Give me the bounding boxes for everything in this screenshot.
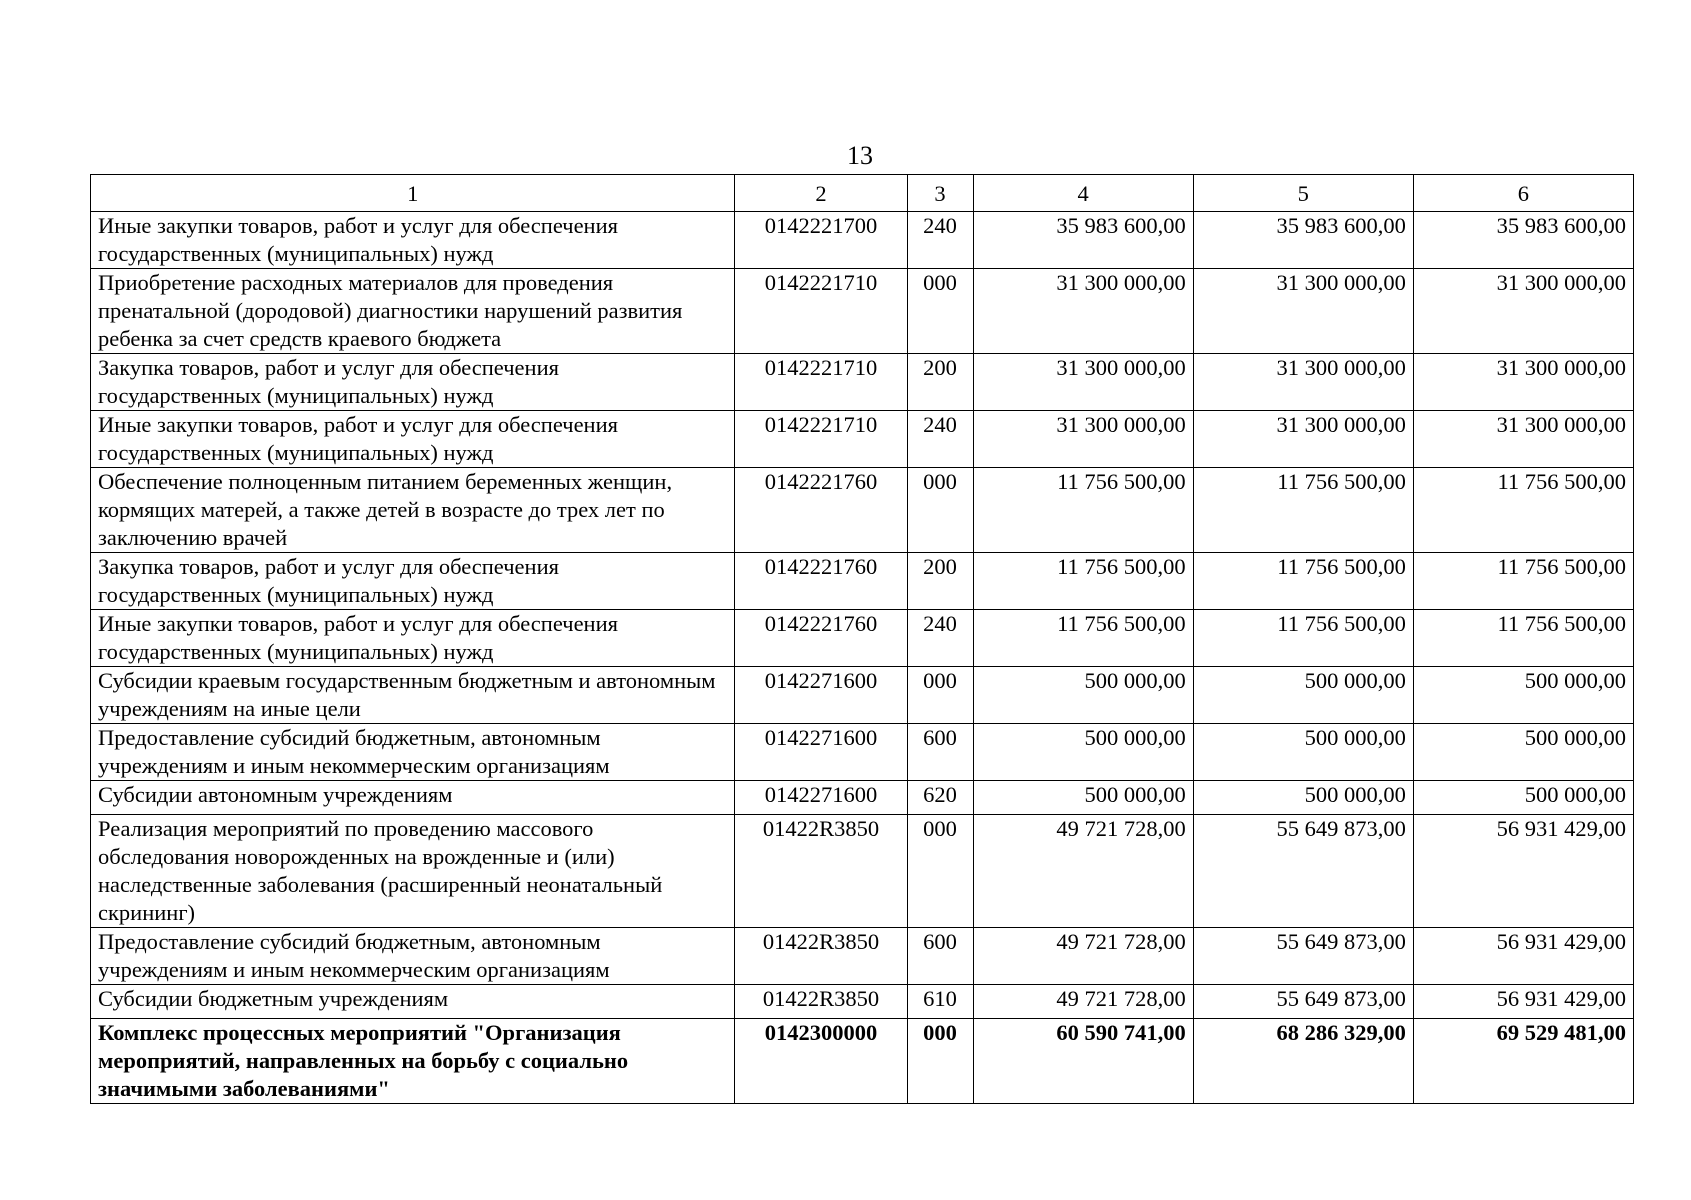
table-row	[91, 928, 1634, 985]
row-name-cell: Обеспечение полноценным питанием беременных женщин, кормящих матерей, а также детей в возрасте до трех лет по заключению врачей	[91, 468, 735, 553]
row-code-cell: 01422R3850	[735, 815, 907, 928]
row-type-cell: 000	[907, 667, 973, 724]
row-amount-col4: 49 721 728,00	[973, 815, 1193, 928]
table-row	[91, 212, 1634, 269]
row-name-cell: Предоставление субсидий бюджетным, автономным учреждениям и иным некоммерческим организациям	[91, 724, 735, 781]
row-amount-col6: 31 300 000,00	[1413, 411, 1633, 468]
row-type-cell: 600	[907, 928, 973, 985]
row-amount-col6: 31 300 000,00	[1413, 269, 1633, 354]
row-code-cell: 01422R3850	[735, 985, 907, 1019]
table-row	[91, 553, 1634, 610]
row-type-cell: 000	[907, 1019, 973, 1104]
row-amount-col5: 500 000,00	[1193, 781, 1413, 815]
row-amount-col5: 500 000,00	[1193, 724, 1413, 781]
row-code-cell: 0142300000	[735, 1019, 907, 1104]
row-amount-col6: 500 000,00	[1413, 724, 1633, 781]
row-amount-col4: 500 000,00	[973, 667, 1193, 724]
row-code-cell: 0142271600	[735, 781, 907, 815]
row-amount-col5: 500 000,00	[1193, 667, 1413, 724]
row-amount-col5: 31 300 000,00	[1193, 269, 1413, 354]
row-name-cell: Субсидии краевым государственным бюджетным и автономным учреждениям на иные цели	[91, 667, 735, 724]
row-code-cell: 0142271600	[735, 667, 907, 724]
row-amount-col5: 31 300 000,00	[1193, 411, 1413, 468]
row-amount-col5: 68 286 329,00	[1193, 1019, 1413, 1104]
row-code-cell: 0142221710	[735, 354, 907, 411]
row-amount-col5: 11 756 500,00	[1193, 610, 1413, 667]
row-amount-col4: 49 721 728,00	[973, 985, 1193, 1019]
table-row	[91, 1019, 1634, 1104]
row-code-cell: 01422R3850	[735, 928, 907, 985]
row-code-cell: 0142221760	[735, 610, 907, 667]
row-type-cell: 200	[907, 553, 973, 610]
row-name-cell: Закупка товаров, работ и услуг для обеспечения государственных (муниципальных) нужд	[91, 553, 735, 610]
row-name-cell: Субсидии бюджетным учреждениям	[91, 985, 735, 1019]
page-number: 13	[847, 141, 873, 170]
row-type-cell: 000	[907, 468, 973, 553]
row-amount-col6: 11 756 500,00	[1413, 553, 1633, 610]
table-row	[91, 667, 1634, 724]
table-row	[91, 815, 1634, 928]
row-code-cell: 0142271600	[735, 724, 907, 781]
table-header-row	[91, 175, 1634, 212]
row-code-cell: 0142221710	[735, 411, 907, 468]
table-row	[91, 610, 1634, 667]
row-amount-col4: 35 983 600,00	[973, 212, 1193, 269]
row-amount-col4: 11 756 500,00	[973, 468, 1193, 553]
row-type-cell: 610	[907, 985, 973, 1019]
row-type-cell: 240	[907, 212, 973, 269]
row-amount-col4: 31 300 000,00	[973, 354, 1193, 411]
row-amount-col4: 11 756 500,00	[973, 553, 1193, 610]
row-amount-col4: 31 300 000,00	[973, 411, 1193, 468]
row-amount-col6: 500 000,00	[1413, 667, 1633, 724]
row-amount-col6: 56 931 429,00	[1413, 985, 1633, 1019]
row-amount-col6: 35 983 600,00	[1413, 212, 1633, 269]
row-amount-col6: 11 756 500,00	[1413, 468, 1633, 553]
row-code-cell: 0142221710	[735, 269, 907, 354]
row-name-cell: Иные закупки товаров, работ и услуг для обеспечения государственных (муниципальных) нужд	[91, 212, 735, 269]
row-amount-col5: 11 756 500,00	[1193, 468, 1413, 553]
row-amount-col6: 56 931 429,00	[1413, 928, 1633, 985]
table-row	[91, 781, 1634, 815]
row-type-cell: 600	[907, 724, 973, 781]
column-header: 3	[907, 175, 973, 212]
row-amount-col5: 55 649 873,00	[1193, 815, 1413, 928]
row-amount-col6: 500 000,00	[1413, 781, 1633, 815]
table-row	[91, 411, 1634, 468]
row-amount-col4: 31 300 000,00	[973, 269, 1193, 354]
row-name-cell: Комплекс процессных мероприятий "Организация мероприятий, направленных на борьбу с социально значимыми заболеваниями"	[91, 1019, 735, 1104]
row-amount-col4: 500 000,00	[973, 781, 1193, 815]
row-code-cell: 0142221700	[735, 212, 907, 269]
row-amount-col4: 11 756 500,00	[973, 610, 1193, 667]
row-type-cell: 000	[907, 815, 973, 928]
row-name-cell: Приобретение расходных материалов для проведения пренатальной (дородовой) диагностики нарушений развития ребенка за счет средств краевого бюджета	[91, 269, 735, 354]
table-body	[91, 212, 1634, 1104]
table-row	[91, 985, 1634, 1019]
row-name-cell: Субсидии автономным учреждениям	[91, 781, 735, 815]
column-header: 1	[91, 175, 735, 212]
row-type-cell: 240	[907, 411, 973, 468]
row-type-cell: 200	[907, 354, 973, 411]
table-row	[91, 354, 1634, 411]
row-amount-col5: 31 300 000,00	[1193, 354, 1413, 411]
row-name-cell: Реализация мероприятий по проведению массового обследования новорожденных на врожденные и (или) наследственные заболевания (расширенный неонатальный скрининг)	[91, 815, 735, 928]
row-amount-col6: 56 931 429,00	[1413, 815, 1633, 928]
column-header: 2	[735, 175, 907, 212]
table-row	[91, 724, 1634, 781]
row-amount-col6: 69 529 481,00	[1413, 1019, 1633, 1104]
column-header: 6	[1413, 175, 1633, 212]
row-amount-col4: 500 000,00	[973, 724, 1193, 781]
column-header: 5	[1193, 175, 1413, 212]
column-header: 4	[973, 175, 1193, 212]
budget-table	[90, 174, 1634, 1104]
row-name-cell: Предоставление субсидий бюджетным, автономным учреждениям и иным некоммерческим организациям	[91, 928, 735, 985]
row-amount-col5: 35 983 600,00	[1193, 212, 1413, 269]
row-name-cell: Иные закупки товаров, работ и услуг для обеспечения государственных (муниципальных) нужд	[91, 610, 735, 667]
table-row	[91, 468, 1634, 553]
row-amount-col5: 11 756 500,00	[1193, 553, 1413, 610]
row-amount-col6: 11 756 500,00	[1413, 610, 1633, 667]
row-amount-col4: 49 721 728,00	[973, 928, 1193, 985]
row-amount-col4: 60 590 741,00	[973, 1019, 1193, 1104]
row-type-cell: 620	[907, 781, 973, 815]
row-code-cell: 0142221760	[735, 553, 907, 610]
row-type-cell: 000	[907, 269, 973, 354]
row-amount-col5: 55 649 873,00	[1193, 985, 1413, 1019]
row-type-cell: 240	[907, 610, 973, 667]
table-row	[91, 269, 1634, 354]
row-code-cell: 0142221760	[735, 468, 907, 553]
row-name-cell: Закупка товаров, работ и услуг для обеспечения государственных (муниципальных) нужд	[91, 354, 735, 411]
row-amount-col5: 55 649 873,00	[1193, 928, 1413, 985]
row-amount-col6: 31 300 000,00	[1413, 354, 1633, 411]
row-name-cell: Иные закупки товаров, работ и услуг для обеспечения государственных (муниципальных) нужд	[91, 411, 735, 468]
